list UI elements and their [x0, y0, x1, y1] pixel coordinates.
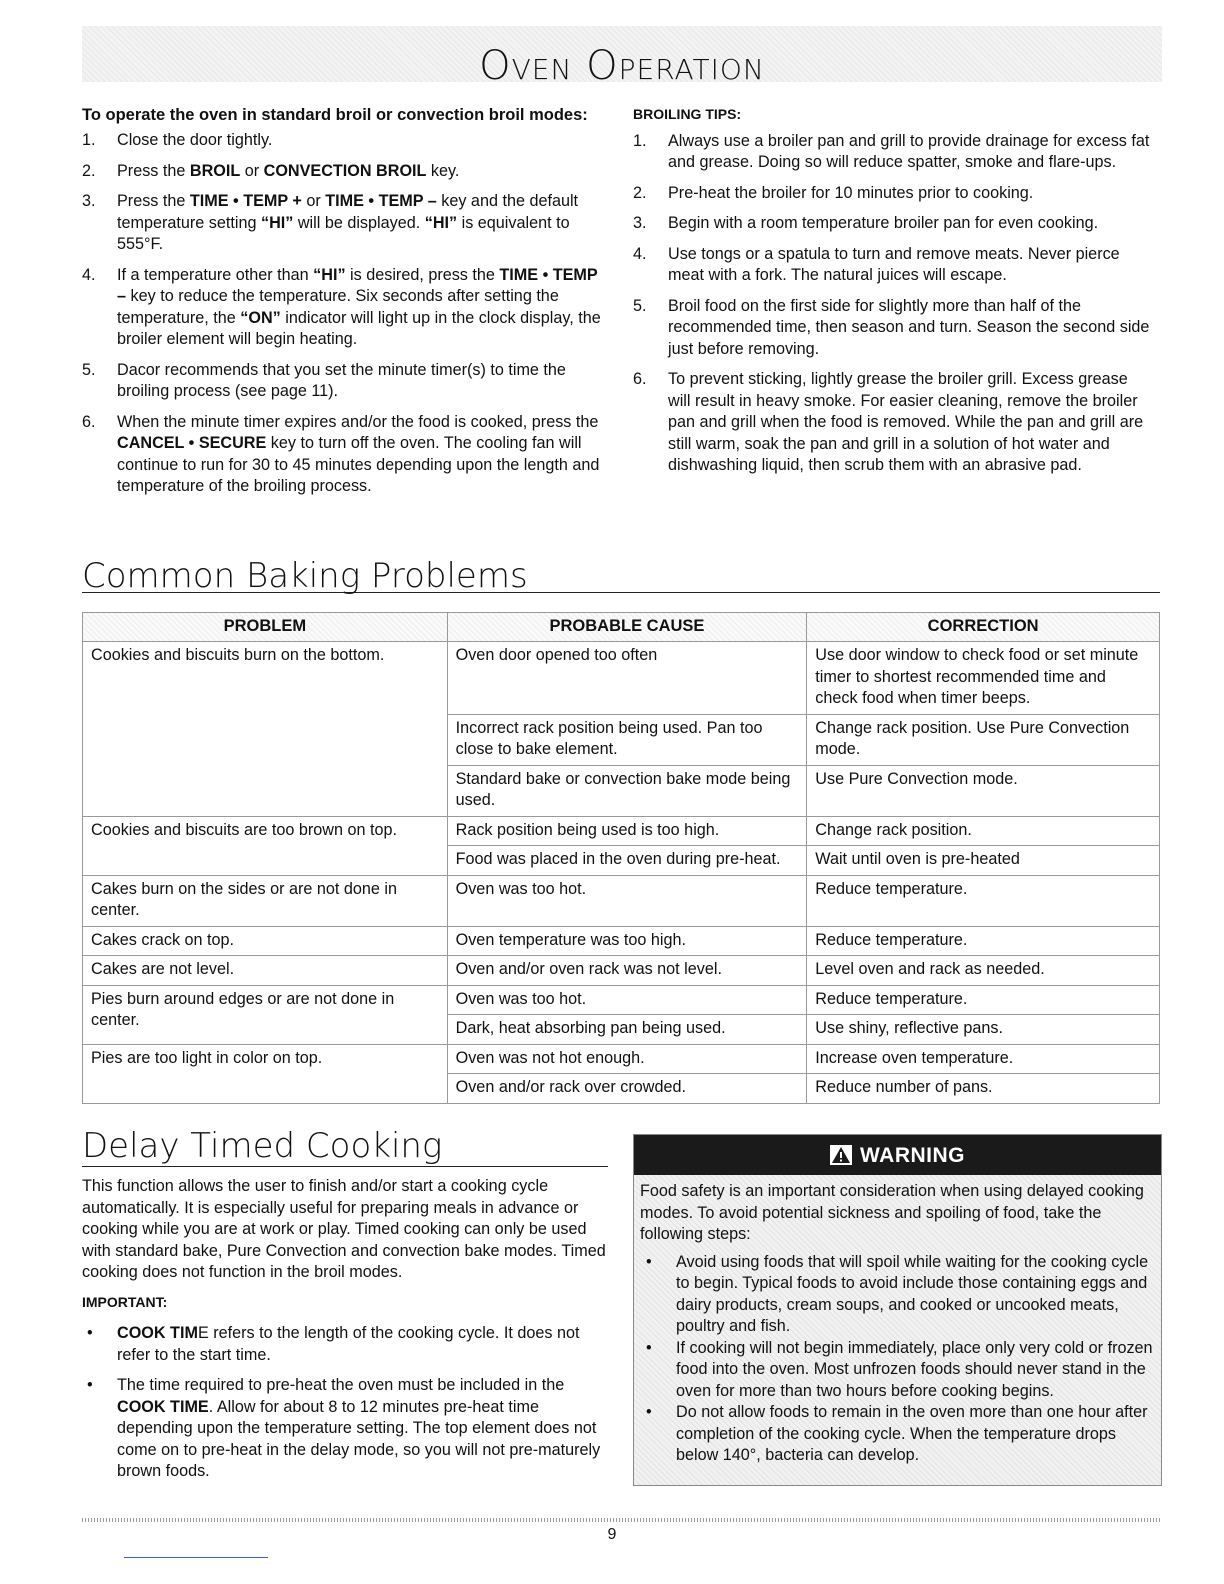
table-row [83, 816, 1160, 846]
text-run: key to turn off the oven. The cooling fan will continue to run for 30 to 45 minutes depending upon the length and temperature of the broiling process. [117, 434, 600, 495]
cause-cell: Oven was too hot. [447, 985, 807, 1015]
correction-cell: Use Pure Convection mode. [807, 765, 1160, 816]
broil-step [82, 360, 607, 403]
bold-text: “HI” [260, 213, 294, 232]
cause-cell: Oven door opened too often [447, 642, 807, 715]
warning-item-text: If cooking will not begin immediately, place only very cold or frozen food into the oven. Most unfrozen foods should never stand in the oven for more than two hours before cooking begins. [676, 1338, 1153, 1400]
correction-cell: Level oven and rack as needed. [807, 956, 1160, 986]
bullet-dot: • [646, 1252, 652, 1271]
text-run: Dacor recommends that you set the minute timer(s) to time the broiling process (see page 11). [117, 360, 566, 400]
broil-operation-section [82, 104, 607, 507]
delay-timed-section [82, 1176, 608, 1492]
broiling-tip [633, 213, 1153, 235]
table-row [83, 956, 1160, 986]
step-number: 2. [82, 161, 96, 180]
warning-body [634, 1175, 1161, 1467]
table-row [83, 926, 1160, 956]
tip-number: 4. [633, 244, 647, 263]
problem-cell: Cakes are not level. [83, 956, 448, 986]
broil-step [82, 161, 607, 183]
warning-item-text: Do not allow foods to remain in the oven more than one hour after completion of the cooking cycle. When the temperature drops below 140°, bacteria can develop. [676, 1403, 1148, 1464]
tip-text: Always use a broiler pan and grill to provide drainage for excess fat and grease. Doing so will reduce spatter, smoke and flare-ups. [668, 131, 1150, 171]
step-number: 5. [82, 360, 96, 379]
warning-item [640, 1252, 1155, 1338]
warning-triangle-icon [830, 1138, 852, 1180]
problem-cell: Cookies and biscuits are too brown on top. [83, 816, 448, 875]
cause-cell: Oven and/or oven rack was not level. [447, 956, 807, 986]
baking-problems-heading: Common Baking Problems [82, 556, 1160, 593]
text-run: key and the default temperature setting [117, 192, 579, 232]
cause-cell: Oven and/or rack over crowded. [447, 1074, 807, 1104]
broiling-tips-list [633, 131, 1153, 477]
correction-cell: Reduce temperature. [807, 926, 1160, 956]
problem-cell: Cookies and biscuits burn on the bottom. [83, 642, 448, 817]
table-row [83, 985, 1160, 1015]
delay-bullet [82, 1323, 608, 1366]
broiling-tip [633, 369, 1153, 477]
cause-cell: Oven temperature was too high. [447, 926, 807, 956]
broiling-tips-heading: BROILING TIPS: [633, 106, 742, 122]
bold-text: CANCEL • SECURE [117, 434, 267, 452]
text-run: will be displayed. [293, 213, 425, 232]
correction-cell: Change rack position. Use Pure Convection mode. [807, 714, 1160, 765]
footer-rule [82, 1518, 1160, 1522]
table-header-row [83, 613, 1160, 642]
cause-cell: Rack position being used is too high. [447, 816, 807, 846]
step-number: 6. [82, 412, 96, 431]
broiling-tip [633, 296, 1153, 361]
correction-cell: Change rack position. [807, 816, 1160, 846]
correction-cell: Use shiny, reflective pans. [807, 1015, 1160, 1045]
delay-bullet [82, 1375, 608, 1483]
correction-cell: Reduce temperature. [807, 985, 1160, 1015]
bold-text: “HI” [313, 265, 346, 284]
warning-box [633, 1134, 1162, 1486]
broiling-tips-section [633, 104, 1153, 486]
text-run: . Allow for about 8 to 12 minutes pre-heat time depending upon the temperature setting. The top element does not come on to pre-heat in the delay mode, so you will not pre-maturely brown foods. [117, 1397, 601, 1480]
bullet-dot: • [87, 1376, 93, 1394]
broil-step [82, 191, 607, 256]
problem-cell: Pies are too light in color on top. [83, 1044, 448, 1103]
text-run: or [301, 192, 326, 210]
tip-number: 1. [633, 131, 647, 150]
warning-header [634, 1135, 1161, 1175]
text-run: is desired, press the [345, 265, 500, 284]
text-run: or [240, 161, 264, 180]
problem-cell: Pies burn around edges or are not done in center. [83, 985, 448, 1044]
warning-item-text: Avoid using foods that will spoil while waiting for the cooking cycle to begin. Typical foods to avoid include those containing eggs and dairy products, cream soups, and cooked or uncooked meats, poultry and fish. [676, 1252, 1149, 1335]
bold-text: TIME • TEMP – [325, 192, 437, 210]
bold-text: TIME • TEMP + [189, 192, 302, 210]
bold-text: TIME • TEMP – [117, 265, 598, 305]
tip-text: Pre-heat the broiler for 10 minutes prior to cooking. [668, 183, 1034, 202]
tip-number: 5. [633, 296, 647, 315]
warning-title: WARNING [860, 1144, 965, 1167]
step-number: 3. [82, 192, 96, 210]
delay-timed-intro: This function allows the user to finish and/or start a cooking cycle automatically. It is especially useful for preparing meals in advance or cooking while you are at work or play. Timed cooking can only be used with standard bake, Pure Convection and convection bake modes. Timed cooking does not function in the broil modes. [82, 1177, 606, 1281]
text-run: key to reduce the temperature. Six seconds after setting the temperature, the [117, 287, 559, 327]
step-number: 4. [82, 265, 96, 284]
broil-heading: To operate the oven in standard broil or convection broil modes: [82, 106, 588, 124]
important-label: IMPORTANT: [82, 1293, 168, 1310]
cause-cell: Standard bake or convection bake mode being used. [447, 765, 807, 816]
bold-text: CONVECTION BROIL [263, 161, 427, 180]
tip-text: To prevent sticking, lightly grease the broiler grill. Excess grease will result in heavy smoke. For easier cleaning, remove the broiler pan and grill when the food is removed. While the pan and grill are still warm, soak the pan and grill in a solution of hot water and dishwashing liquid, then scrub them with an abrasive pad. [668, 370, 1144, 474]
bold-text: COOK TIME [117, 1397, 209, 1416]
correction-cell: Use door window to check food or set minute timer to shortest recommended time and check food when timer beeps. [807, 642, 1160, 715]
correction-cell: Increase oven temperature. [807, 1044, 1160, 1074]
warning-item [640, 1402, 1155, 1467]
page-title: Oven Operation [479, 43, 765, 89]
broiling-tip [633, 131, 1153, 174]
warning-intro: Food safety is an important consideration when using delayed cooking modes. To avoid potential sickness and spoiling of food, take the following steps: [640, 1182, 1144, 1243]
broiling-tip [633, 183, 1153, 205]
text-run: indicator will light up in the clock display, the broiler element will begin heating. [117, 308, 601, 348]
tip-number: 2. [633, 183, 647, 202]
bold-text: COOK TIM [117, 1324, 198, 1342]
table-row [83, 875, 1160, 926]
bullet-dot: • [646, 1403, 652, 1421]
cause-cell: Oven was not hot enough. [447, 1044, 807, 1074]
broil-step [82, 265, 607, 351]
broil-step [82, 130, 607, 152]
page-title-banner [82, 26, 1162, 89]
bullet-dot: • [87, 1324, 93, 1342]
text-run: If a temperature other than [117, 265, 314, 284]
text-run: is equivalent to 555°F. [117, 213, 570, 253]
baking-problems-table [82, 612, 1160, 1104]
tip-text: Begin with a room temperature broiler pan for even cooking. [668, 214, 1099, 232]
correction-cell: Reduce number of pans. [807, 1074, 1160, 1104]
bullet-dot: • [646, 1338, 652, 1357]
bold-text: “HI” [424, 213, 458, 232]
correction-cell: Wait until oven is pre-heated [807, 846, 1160, 876]
text-run: The time required to pre-heat the oven must be included in the [117, 1376, 565, 1394]
broiling-tip [633, 244, 1153, 287]
text-run: Press the [117, 161, 190, 180]
cause-cell: Oven was too hot. [447, 875, 807, 926]
broil-step [82, 412, 607, 498]
text-run: key. [426, 161, 460, 180]
bold-text: BROIL [189, 161, 241, 180]
text-run: Press the [117, 192, 190, 210]
problem-cell: Cakes crack on top. [83, 926, 448, 956]
text-run: E refers to the length of the cooking cycle. It does not refer to the start time. [117, 1324, 580, 1364]
warning-list [640, 1252, 1155, 1467]
correction-cell: Reduce temperature. [807, 875, 1160, 926]
table-row [83, 1044, 1160, 1074]
tip-text: Broil food on the first side for slightly more than half of the recommended time, then season and turn. Season the second side just before removing. [668, 296, 1150, 358]
table-row [83, 642, 1160, 715]
header-probable-cause: PROBABLE CAUSE [447, 613, 807, 642]
tip-number: 6. [633, 370, 647, 388]
header-correction: CORRECTION [807, 613, 1160, 642]
page-number: 9 [607, 1526, 617, 1543]
text-run: When the minute timer expires and/or the food is cooked, press the [117, 412, 599, 431]
cause-cell: Food was placed in the oven during pre-heat. [447, 846, 807, 876]
broil-steps-list [82, 130, 607, 498]
tip-text: Use tongs or a spatula to turn and remove meats. Never pierce meat with a fork. The natural juices will escape. [668, 244, 1120, 284]
delay-timed-heading: Delay Timed Cooking [82, 1126, 608, 1167]
cause-cell: Incorrect rack position being used. Pan too close to bake element. [447, 714, 807, 765]
header-problem: PROBLEM [83, 613, 448, 642]
delay-bullets-list [82, 1323, 608, 1483]
step-number: 1. [82, 131, 96, 149]
cause-cell: Dark, heat absorbing pan being used. [447, 1015, 807, 1045]
problem-cell: Cakes burn on the sides or are not done in center. [83, 875, 448, 926]
bottom-link-line [124, 1557, 268, 1558]
tip-number: 3. [633, 214, 647, 232]
text-run: Close the door tightly. [117, 131, 273, 149]
bold-text: “ON” [240, 308, 281, 327]
warning-item [640, 1338, 1155, 1403]
